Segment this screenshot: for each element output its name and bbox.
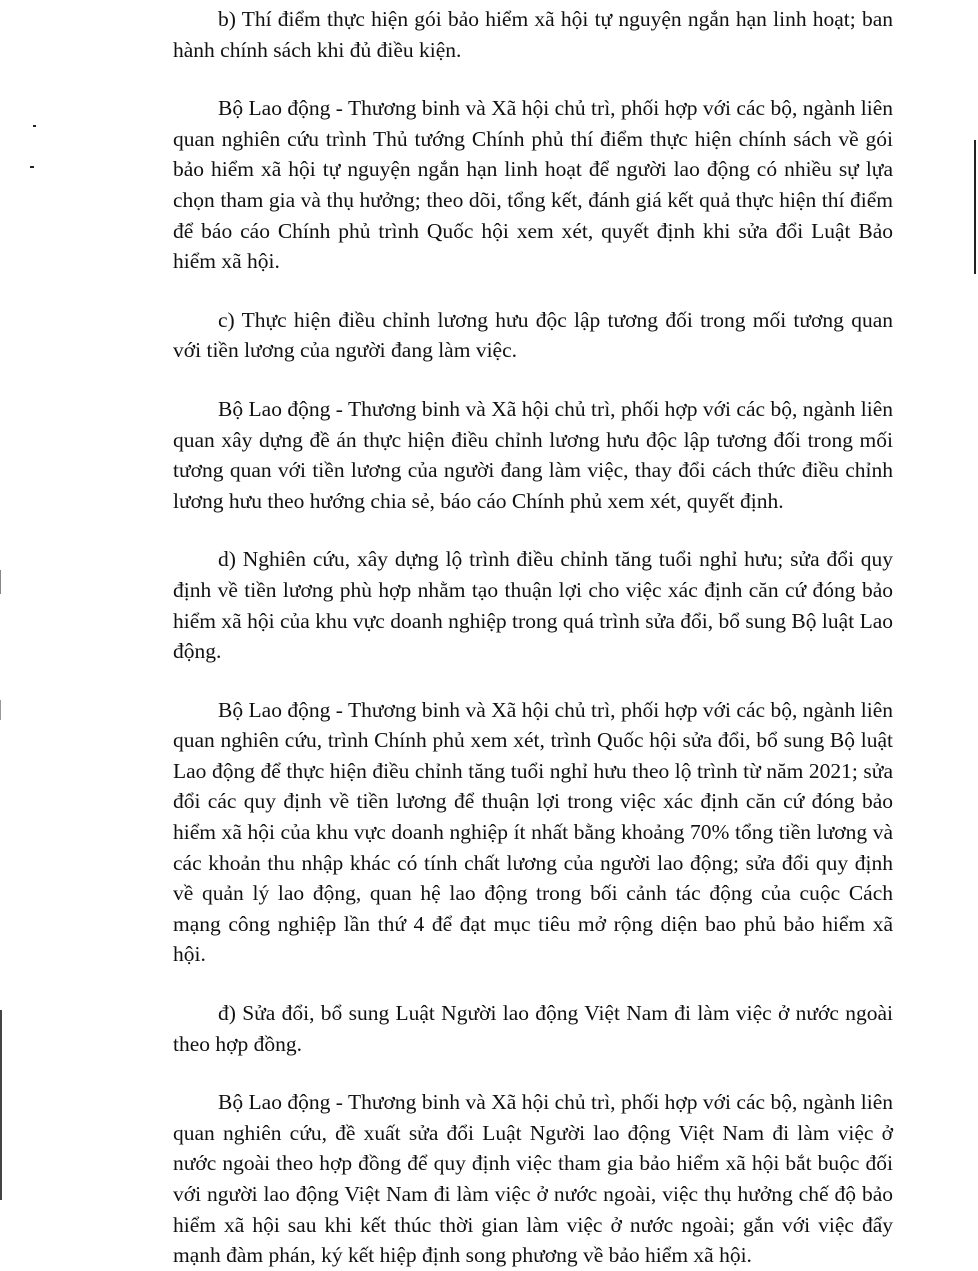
document-body [173,0,893,1271]
scan-edge-line [0,700,1,720]
item-b-body: Bộ Lao động - Thương binh và Xã hội chủ trì, phối hợp với các bộ, ngành liên quan nghiên cứu trình Thủ tướng Chính phủ thí điểm thực hiện chính sách về gói bảo hiểm xã hội tự nguyện ngắn hạn linh hoạt để người lao động có nhiều sự lựa chọn tham gia và thụ hưởng; theo dõi, tổng kết, đánh giá kết quả thực hiện thí điểm để báo cáo Chính phủ trình Quốc hội xem xét, quyết định khi sửa đổi Luật Bảo hiểm xã hội. [173,96,893,274]
scan-edge-line [0,1010,2,1200]
item-b-heading: b) Thí điểm thực hiện gói bảo hiểm xã hội tự nguyện ngắn hạn linh hoạt; ban hành chính sách khi đủ điều kiện. [173,7,893,62]
item-dd-heading: đ) Sửa đổi, bổ sung Luật Người lao động Việt Nam đi làm việc ở nước ngoài theo hợp đồng. [173,1001,893,1056]
item-dd-body: Bộ Lao động - Thương binh và Xã hội chủ trì, phối hợp với các bộ, ngành liên quan nghiên cứu, đề xuất sửa đổi Luật Người lao động Việt Nam đi làm việc ở nước ngoài theo hợp đồng để quy định việc tham gia bảo hiểm xã hội bắt buộc đối với người lao động Việt Nam đi làm việc ở nước ngoài, việc thụ hưởng chế độ bảo hiểm xã hội sau khi kết thúc thời gian làm việc ở nước ngoài; gắn với việc đẩy mạnh đàm phán, ký kết hiệp định song phương về bảo hiểm xã hội. [173,1090,893,1268]
item-c-heading: c) Thực hiện điều chỉnh lương hưu độc lập tương đối trong mối tương quan với tiền lương của người đang làm việc. [173,307,893,363]
scan-edge-line [974,140,976,274]
item-d-body: Bộ Lao động - Thương binh và Xã hội chủ trì, phối hợp với các bộ, ngành liên quan nghiên cứu, trình Chính phủ xem xét, trình Quốc hội sửa đổi, bổ sung Bộ luật Lao động để thực hiện điều chỉnh tăng tuổi nghỉ hưu theo lộ trình từ năm 2021; sửa đổi các quy định về tiền lương để thuận lợi trong việc xác định căn cứ đóng bảo hiểm xã hội của khu vực doanh nghiệp ít nhất bằng khoảng 70% tổng tiền lương và các khoản thu nhập khác có tính chất lương của người lao động; sửa đổi quy định về quản lý lao động, quan hệ lao động trong bối cảnh tác động của cuộc Cách mạng công nghiệp lần thứ 4 để đạt mục tiêu mở rộng diện bao phủ bảo hiểm xã hội. [173,697,893,967]
item-d-heading: d) Nghiên cứu, xây dựng lộ trình điều chỉnh tăng tuổi nghỉ hưu; sửa đổi quy định về tiền lương phù hợp nhằm tạo thuận lợi cho việc xác định căn cứ đóng bảo hiểm xã hội của khu vực doanh nghiệp trong quá trình sửa đổi, bổ sung Bộ luật Lao động. [173,547,893,664]
scan-artifact [33,125,36,127]
item-c-body: Bộ Lao động - Thương binh và Xã hội chủ trì, phối hợp với các bộ, ngành liên quan xây dựng đề án thực hiện điều chỉnh lương hưu độc lập tương đối trong mối tương quan với tiền lương của người đang làm việc, thay đổi cách thức điều chỉnh lương hưu theo hướng chia sẻ, báo cáo Chính phủ xem xét, quyết định. [173,396,893,513]
scan-artifact [30,166,34,168]
scan-edge-line [0,570,1,594]
